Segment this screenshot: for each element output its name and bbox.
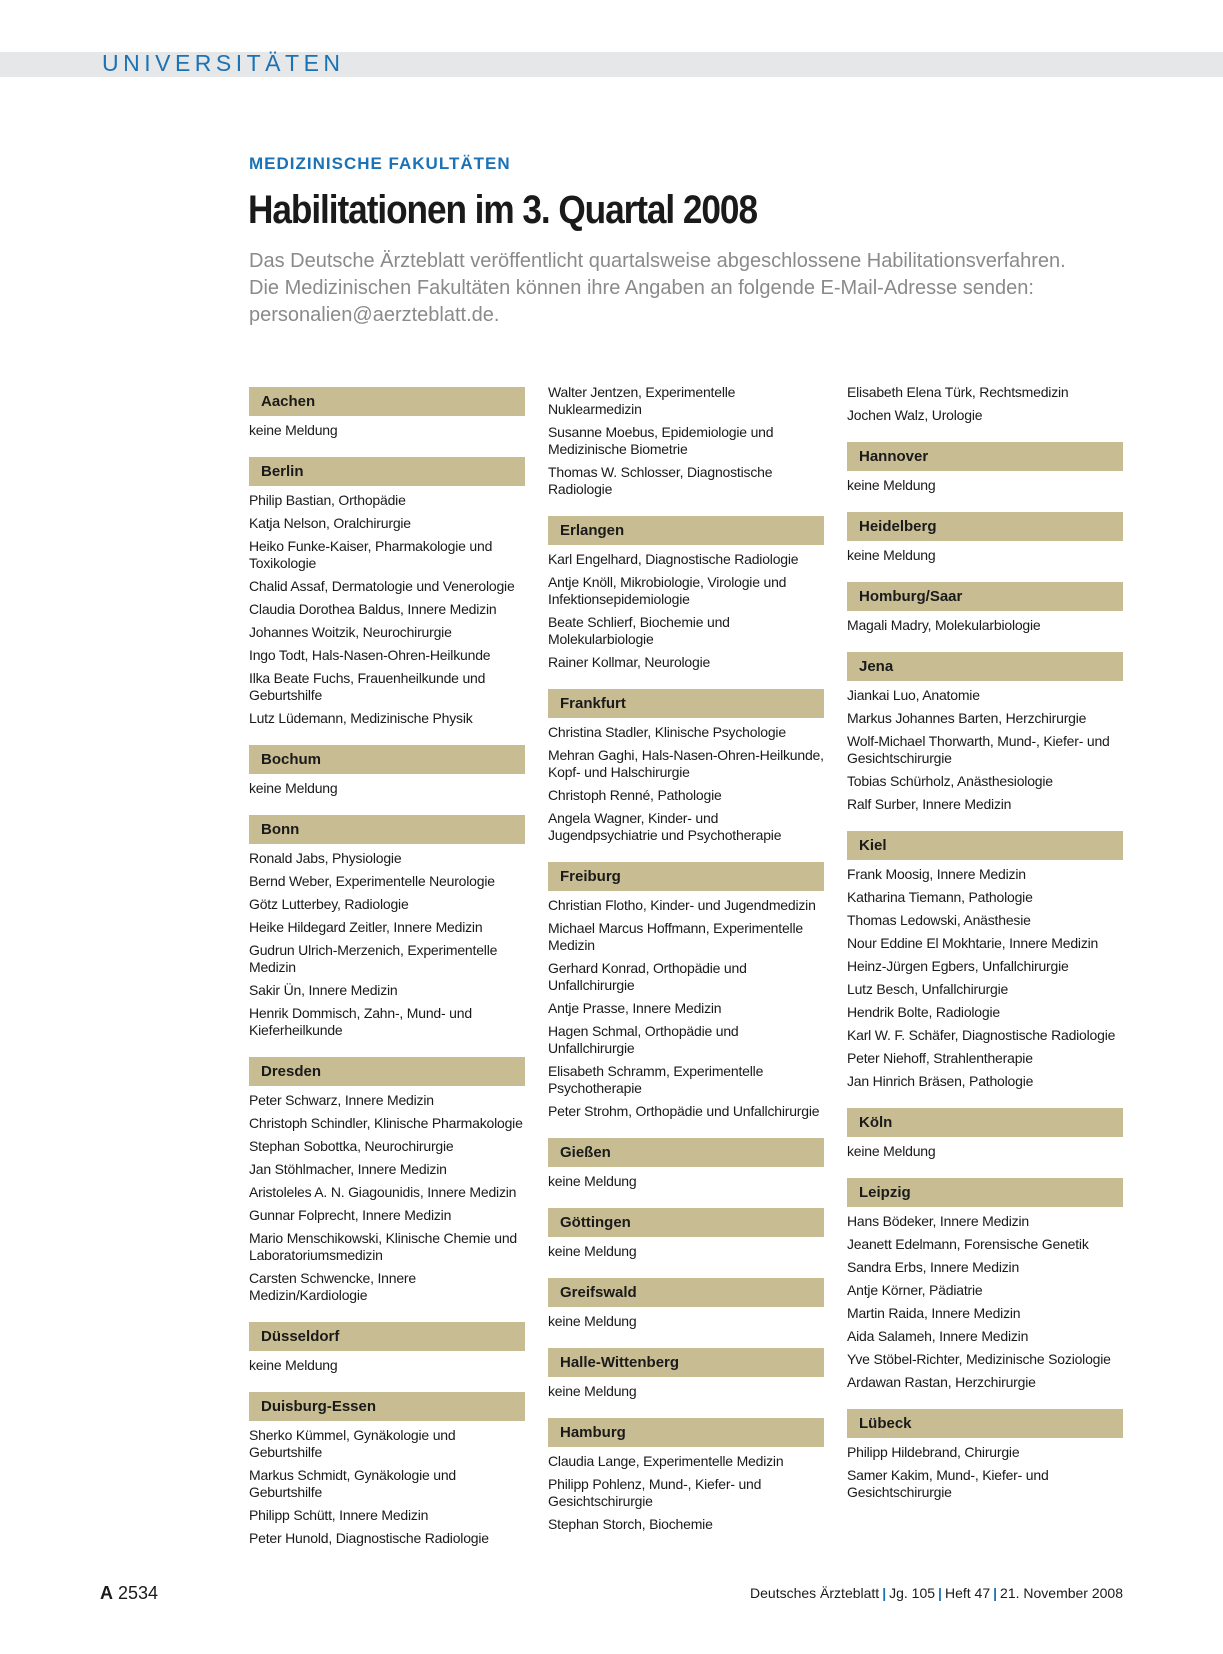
habilitation-entry: Henrik Dommisch, Zahn-, Mund- und Kieferheilkunde	[249, 1005, 472, 1038]
habilitation-entry: Philip Bastian, Orthopädie	[249, 492, 406, 508]
habilitation-entry: Christoph Renné, Pathologie	[548, 787, 722, 803]
page-prefix: A	[100, 1583, 113, 1603]
column-3	[847, 384, 1123, 1507]
faculty-heading: Bonn	[249, 815, 525, 844]
habilitation-entry: Heiko Funke-Kaiser, Pharmakologie und Toxikologie	[249, 538, 493, 571]
habilitation-entry: Elisabeth Schramm, Experimentelle Psychotherapie	[548, 1063, 764, 1096]
habilitation-entry: Jan Stöhlmacher, Innere Medizin	[249, 1161, 447, 1177]
faculty-heading: Berlin	[249, 457, 525, 486]
habilitation-entry: Götz Lutterbey, Radiologie	[249, 896, 409, 912]
faculty-heading: Leipzig	[847, 1178, 1123, 1207]
habilitation-entry: Katharina Tiemann, Pathologie	[847, 889, 1033, 905]
faculty-heading: Düsseldorf	[249, 1322, 525, 1351]
faculty-heading: Duisburg-Essen	[249, 1392, 525, 1421]
no-report-text: keine Meldung	[249, 780, 338, 796]
page-number	[100, 1583, 158, 1604]
habilitation-entry: Gudrun Ulrich-Merzenich, Experimentelle Medizin	[249, 942, 498, 975]
footer-separator: |	[938, 1585, 942, 1601]
no-report-text: keine Meldung	[548, 1313, 637, 1329]
faculty-heading: Bochum	[249, 745, 525, 774]
habilitation-entry: Angela Wagner, Kinder- und Jugendpsychiatrie und Psychotherapie	[548, 810, 782, 843]
habilitation-entry: Heinz-Jürgen Egbers, Unfallchirurgie	[847, 958, 1069, 974]
habilitation-entry: Peter Niehoff, Strahlentherapie	[847, 1050, 1033, 1066]
habilitation-entry: Aristoleles A. N. Giagounidis, Innere Medizin	[249, 1184, 517, 1200]
habilitation-entry: Heike Hildegard Zeitler, Innere Medizin	[249, 919, 483, 935]
habilitation-entry: Sakir Ün, Innere Medizin	[249, 982, 398, 998]
habilitation-entry: Martin Raida, Innere Medizin	[847, 1305, 1021, 1321]
habilitation-entry: Philipp Hildebrand, Chirurgie	[847, 1444, 1020, 1460]
faculty-heading: Gießen	[548, 1138, 824, 1167]
faculty-heading: Köln	[847, 1108, 1123, 1137]
habilitation-entry: Lutz Besch, Unfallchirurgie	[847, 981, 1009, 997]
habilitation-entry: Markus Johannes Barten, Herzchirurgie	[847, 710, 1087, 726]
habilitation-entry: Samer Kakim, Mund-, Kiefer- und Gesichtschirurgie	[847, 1467, 1049, 1500]
habilitation-entry: Philipp Schütt, Innere Medizin	[249, 1507, 429, 1523]
habilitation-entry: Tobias Schürholz, Anästhesiologie	[847, 773, 1053, 789]
habilitation-entry: Frank Moosig, Innere Medizin	[847, 866, 1026, 882]
section-label: UNIVERSITÄTEN	[102, 50, 345, 76]
faculty-heading: Halle-Wittenberg	[548, 1348, 824, 1377]
faculty-heading: Kiel	[847, 831, 1123, 860]
habilitation-entry: Markus Schmidt, Gynäkologie und Geburtshilfe	[249, 1467, 457, 1500]
habilitation-entry: Peter Schwarz, Innere Medizin	[249, 1092, 434, 1108]
habilitation-entry: Antje Knöll, Mikrobiologie, Virologie und Infektionsepidemiologie	[548, 574, 787, 607]
no-report-text: keine Meldung	[847, 477, 936, 493]
habilitation-entry: Antje Körner, Pädiatrie	[847, 1282, 983, 1298]
habilitation-entry: Nour Eddine El Mokhtarie, Innere Medizin	[847, 935, 1099, 951]
faculty-heading: Lübeck	[847, 1409, 1123, 1438]
habilitation-entry: Johannes Woitzik, Neurochirurgie	[249, 624, 452, 640]
habilitation-entry: Hendrik Bolte, Radiologie	[847, 1004, 1000, 1020]
habilitation-entry: Ilka Beate Fuchs, Frauenheilkunde und Geburtshilfe	[249, 670, 486, 703]
no-report-text: keine Meldung	[548, 1383, 637, 1399]
habilitation-entry: Aida Salameh, Innere Medizin	[847, 1328, 1029, 1344]
habilitation-entry: Karl Engelhard, Diagnostische Radiologie	[548, 551, 799, 567]
habilitation-entry: Mehran Gaghi, Hals-Nasen-Ohren-Heilkunde, Kopf- und Halschirurgie	[548, 747, 824, 780]
faculty-heading: Aachen	[249, 387, 525, 416]
page-number-value: 2534	[118, 1583, 159, 1603]
habilitation-entry: Bernd Weber, Experimentelle Neurologie	[249, 873, 495, 889]
habilitation-entry: Elisabeth Elena Türk, Rechtsmedizin	[847, 384, 1069, 400]
habilitation-entry: Mario Menschikowski, Klinische Chemie und Laboratoriumsmedizin	[249, 1230, 518, 1263]
journal-name: Deutsches Ärzteblatt	[750, 1585, 880, 1601]
no-report-text: keine Meldung	[249, 1357, 338, 1373]
journal-volume: Jg. 105	[889, 1585, 936, 1601]
habilitation-entry: Michael Marcus Hoffmann, Experimentelle Medizin	[548, 920, 803, 953]
kicker: MEDIZINISCHE FAKULTÄTEN	[249, 154, 511, 173]
footer-separator: |	[882, 1585, 887, 1601]
habilitation-entry: Jiankai Luo, Anatomie	[847, 687, 980, 703]
habilitation-entry: Ralf Surber, Innere Medizin	[847, 796, 1012, 812]
faculty-heading: Göttingen	[548, 1208, 824, 1237]
habilitation-entry: Peter Strohm, Orthopädie und Unfallchirurgie	[548, 1103, 820, 1119]
habilitation-entry: Jochen Walz, Urologie	[847, 407, 983, 423]
habilitation-entry: Katja Nelson, Oralchirurgie	[249, 515, 411, 531]
column-2	[548, 384, 824, 1539]
page-title: Habilitationen im 3. Quartal 2008	[248, 188, 757, 232]
habilitation-entry: Walter Jentzen, Experimentelle Nuklearmedizin	[548, 384, 736, 417]
faculty-heading: Hannover	[847, 442, 1123, 471]
habilitation-entry: Christian Flotho, Kinder- und Jugendmedizin	[548, 897, 816, 913]
habilitation-entry: Sherko Kümmel, Gynäkologie und Geburtshilfe	[249, 1427, 456, 1460]
habilitation-entry: Peter Hunold, Diagnostische Radiologie	[249, 1530, 489, 1546]
journal-issue: Heft 47	[944, 1585, 991, 1601]
habilitation-entry: Yve Stöbel-Richter, Medizinische Soziologie	[847, 1351, 1111, 1367]
habilitation-entry: Rainer Kollmar, Neurologie	[548, 654, 711, 670]
habilitation-entry: Christina Stadler, Klinische Psychologie	[548, 724, 786, 740]
habilitation-entry: Lutz Lüdemann, Medizinische Physik	[249, 710, 473, 726]
footer-separator: |	[993, 1585, 998, 1601]
habilitation-entry: Gerhard Konrad, Orthopädie und Unfallchirurgie	[548, 960, 747, 993]
habilitation-entry: Chalid Assaf, Dermatologie und Venerologie	[249, 578, 515, 594]
habilitation-entry: Thomas W. Schlosser, Diagnostische Radiologie	[548, 464, 773, 497]
habilitation-entry: Ronald Jabs, Physiologie	[249, 850, 402, 866]
no-report-text: keine Meldung	[548, 1173, 637, 1189]
faculty-heading: Freiburg	[548, 862, 824, 891]
habilitation-entry: Jan Hinrich Bräsen, Pathologie	[847, 1073, 1034, 1089]
habilitation-entry: Philipp Pohlenz, Mund-, Kiefer- und Gesichtschirurgie	[548, 1476, 762, 1509]
habilitation-entry: Hans Bödeker, Innere Medizin	[847, 1213, 1029, 1229]
habilitation-entry: Jeanett Edelmann, Forensische Genetik	[847, 1236, 1089, 1252]
no-report-text: keine Meldung	[847, 1143, 936, 1159]
no-report-text: keine Meldung	[249, 422, 338, 438]
habilitation-entry: Gunnar Folprecht, Innere Medizin	[249, 1207, 452, 1223]
habilitation-entry: Ardawan Rastan, Herzchirurgie	[847, 1374, 1036, 1390]
habilitation-entry: Claudia Dorothea Baldus, Innere Medizin	[249, 601, 497, 617]
journal-date: 21. November 2008	[1000, 1585, 1123, 1601]
no-report-text: keine Meldung	[847, 547, 936, 563]
habilitation-entry: Wolf-Michael Thorwarth, Mund-, Kiefer- und Gesichtschirurgie	[847, 733, 1110, 766]
habilitation-entry: Hagen Schmal, Orthopädie und Unfallchirurgie	[548, 1023, 739, 1056]
habilitation-entry: Beate Schlierf, Biochemie und Molekularbiologie	[548, 614, 730, 647]
faculty-heading: Greifswald	[548, 1278, 824, 1307]
faculty-heading: Homburg/Saar	[847, 582, 1123, 611]
habilitation-entry: Stephan Sobottka, Neurochirurgie	[249, 1138, 454, 1154]
habilitation-entry: Susanne Moebus, Epidemiologie und Medizinische Biometrie	[548, 424, 774, 457]
habilitation-entry: Stephan Storch, Biochemie	[548, 1516, 713, 1532]
faculty-heading: Dresden	[249, 1057, 525, 1086]
faculty-heading: Heidelberg	[847, 512, 1123, 541]
faculty-heading: Jena	[847, 652, 1123, 681]
faculty-heading: Frankfurt	[548, 689, 824, 718]
faculty-heading: Erlangen	[548, 516, 824, 545]
lead-paragraph: Das Deutsche Ärzteblatt veröffentlicht quartalsweise abgeschlossene Habilitationsverfahren. Die Medizinischen Fakultäten können ihre Angaben an folgende E-Mail-Adresse senden: personalien@aerzteblatt.de.	[249, 250, 1066, 326]
column-1	[249, 384, 525, 1553]
faculty-heading: Hamburg	[548, 1418, 824, 1447]
habilitation-entry: Sandra Erbs, Innere Medizin	[847, 1259, 1020, 1275]
habilitation-entry: Christoph Schindler, Klinische Pharmakologie	[249, 1115, 523, 1131]
habilitation-entry: Magali Madry, Molekularbiologie	[847, 617, 1041, 633]
habilitation-entry: Karl W. F. Schäfer, Diagnostische Radiologie	[847, 1027, 1116, 1043]
habilitation-entry: Antje Prasse, Innere Medizin	[548, 1000, 722, 1016]
habilitation-entry: Carsten Schwencke, Innere Medizin/Kardiologie	[249, 1270, 416, 1303]
habilitation-entry: Claudia Lange, Experimentelle Medizin	[548, 1453, 784, 1469]
journal-footer	[750, 1585, 1123, 1601]
habilitation-entry: Ingo Todt, Hals-Nasen-Ohren-Heilkunde	[249, 647, 491, 663]
no-report-text: keine Meldung	[548, 1243, 637, 1259]
habilitation-entry: Thomas Ledowski, Anästhesie	[847, 912, 1031, 928]
